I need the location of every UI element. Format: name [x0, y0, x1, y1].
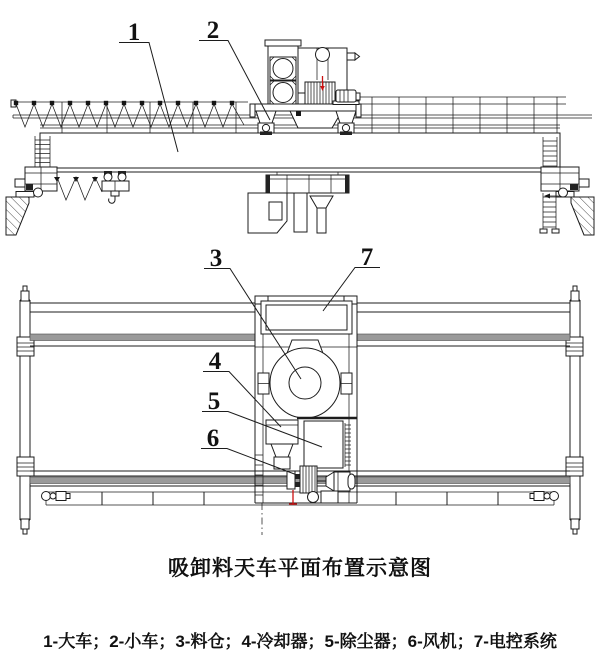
buffer-right — [579, 179, 589, 187]
travel-drive-left — [42, 492, 71, 501]
travel-drive-right — [530, 492, 559, 501]
electric-control-box — [261, 301, 352, 334]
callout-3-number: 3 — [209, 245, 223, 272]
under-girder-platform — [266, 172, 349, 193]
wheel-block — [17, 457, 34, 476]
duct-ribs — [305, 82, 335, 104]
hook-icon — [109, 196, 115, 203]
elevation-view — [6, 40, 594, 235]
festoon-zigzag — [16, 104, 244, 127]
fan-unit — [287, 466, 355, 503]
figure-legend: 1-大车；2-小车；3-料仓；4-冷却器；5-除尘器；6-风机；7-电控系统 — [43, 632, 557, 651]
callout-4-number: 4 — [208, 348, 222, 375]
callout-5-number: 5 — [207, 388, 221, 415]
runway-support-left — [6, 197, 29, 235]
callout-2-number: 2 — [206, 17, 220, 44]
plan-end-truck-right — [566, 286, 583, 534]
trolley-unit — [250, 40, 361, 135]
discharge-funnel — [308, 193, 336, 233]
fan-stack — [265, 40, 301, 104]
end-truck-right — [541, 167, 589, 197]
plan-view — [17, 286, 583, 535]
runway-support-right — [571, 197, 594, 235]
festoon-cable-system — [11, 100, 248, 127]
trolley-platform — [252, 104, 359, 111]
hopper-inner-circle — [289, 367, 321, 399]
callout-1-number: 1 — [127, 19, 141, 46]
hopper-column — [294, 193, 307, 232]
operator-cab — [248, 193, 287, 233]
hoist-trolley — [102, 171, 129, 203]
callout-7-number: 7 — [360, 244, 374, 271]
trolley-motor — [333, 90, 360, 105]
festoon-hangers — [14, 101, 234, 105]
callout-6-number: 6 — [206, 425, 220, 452]
buffer-left — [15, 179, 25, 187]
callout-1 — [119, 19, 178, 152]
hoist-festoon — [54, 177, 102, 200]
cab-window — [269, 202, 282, 220]
wheel-block — [566, 457, 583, 476]
bridge-girder — [40, 133, 560, 168]
rail-pad-left — [16, 192, 34, 198]
figure-title: 吸卸料天车平面布置示意图 — [168, 557, 432, 580]
ladder-right-lower — [540, 193, 561, 233]
plan-end-truck-left — [17, 286, 34, 534]
